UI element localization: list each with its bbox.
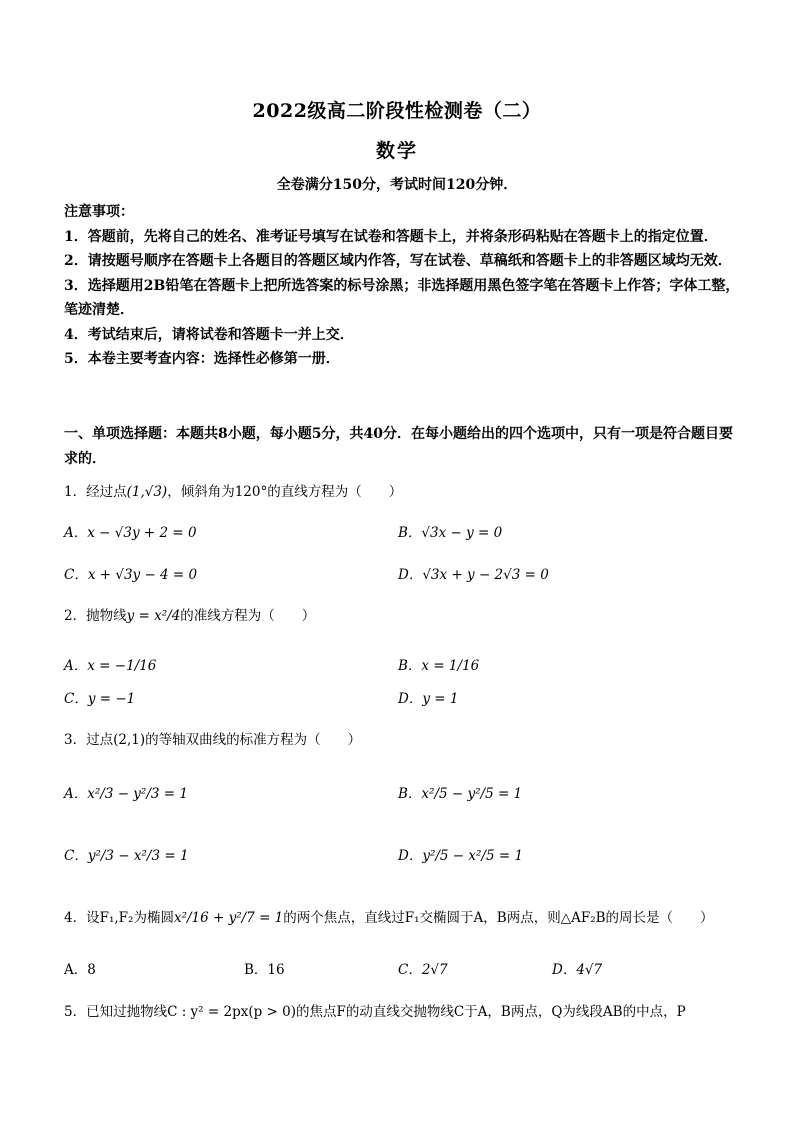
question-1-post: ，倾斜角为120°的直线方程为（ ） bbox=[167, 484, 403, 500]
notes-block bbox=[64, 200, 744, 372]
question-3: 3．过点(2,1)的等轴双曲线的标准方程为（ ） bbox=[64, 732, 362, 748]
question-2-option-c: C．y = −1 bbox=[64, 691, 136, 707]
note-item: 5．本卷主要考查内容：选择性必修第一册． bbox=[64, 351, 340, 367]
question-4-equation: x²/16 + y²/7 = 1 bbox=[173, 910, 284, 926]
subject-title: 数学 bbox=[375, 140, 418, 162]
question-4-option-d: D．4√7 bbox=[552, 962, 603, 978]
note-item: 4．考试结束后，请将试卷和答题卡一并上交． bbox=[64, 326, 354, 343]
question-2-option-b: B．x = 1/16 bbox=[398, 658, 480, 674]
question-4-post: 的两个焦点，直线过F₁交椭圆于A，B两点，则△AF₂B的周长是（ ） bbox=[283, 910, 714, 926]
question-3-option-b: B．x²/5 − y²/5 = 1 bbox=[398, 786, 523, 802]
question-5: 5．已知过抛物线C : y² = 2px(p > 0)的焦点F的动直线交抛物线C于A，B两点，Q为线段AB的中点，P bbox=[64, 1004, 686, 1020]
question-4-option-c: C．2√7 bbox=[398, 962, 448, 978]
question-2-equation: y = x²/4 bbox=[126, 608, 181, 624]
question-1-option-c: C．x + √3y − 4 = 0 bbox=[64, 567, 198, 583]
question-2-post: 的准线方程为（ ） bbox=[180, 608, 316, 624]
question-4-pre: 4．设F₁,F₂为椭圆 bbox=[64, 910, 174, 926]
question-1-option-a: A．x − √3y + 2 = 0 bbox=[64, 525, 197, 541]
question-2-option-a: A．x = −1/16 bbox=[64, 658, 157, 674]
question-1 bbox=[64, 482, 402, 502]
question-3-option-a: A．x²/3 − y²/3 = 1 bbox=[64, 786, 188, 802]
section-heading: 一、单项选择题：本题共8小题，每小题5分，共40分．在每小题给出的四个选项中，只有一项是符合题目要求的． bbox=[64, 426, 733, 467]
question-2-pre: 2．抛物线 bbox=[64, 608, 127, 624]
question-2 bbox=[64, 606, 315, 626]
question-1-pre: 1．经过点 bbox=[64, 484, 127, 500]
question-4-option-b: B．16 bbox=[244, 962, 285, 978]
question-3-option-c: C．y²/3 − x²/3 = 1 bbox=[64, 848, 189, 864]
notes-heading: 注意事项： bbox=[64, 204, 134, 220]
exam-title: 2022级高二阶段性检测卷（二） bbox=[252, 100, 542, 122]
question-4 bbox=[64, 908, 714, 928]
note-item: 2．请按题号顺序在答题卡上各题目的答题区域内作答，写在试卷、草稿纸和答题卡上的非答题区域均无效． bbox=[64, 253, 732, 269]
note-item: 1．答题前，先将自己的姓名、准考证号填写在试卷和答题卡上，并将条形码粘贴在答题卡上的指定位置． bbox=[64, 228, 718, 245]
question-3-option-d: D．y²/5 − x²/5 = 1 bbox=[398, 848, 524, 864]
question-1-option-d: D．√3x + y − 2√3 = 0 bbox=[398, 567, 549, 583]
question-2-option-d: D．y = 1 bbox=[398, 691, 459, 707]
score-time-line: 全卷满分150分，考试时间120分钟． bbox=[276, 177, 518, 193]
note-item: 3．选择题用2B铅笔在答题卡上把所选答案的标号涂黑；非选择题用黑色签字笔在答题卡上作答；字体工整，笔迹清楚． bbox=[64, 277, 740, 318]
question-4-option-a: A．8 bbox=[64, 962, 96, 978]
question-1-point: (1,√3) bbox=[126, 484, 168, 500]
question-1-option-b: B．√3x − y = 0 bbox=[398, 525, 503, 541]
